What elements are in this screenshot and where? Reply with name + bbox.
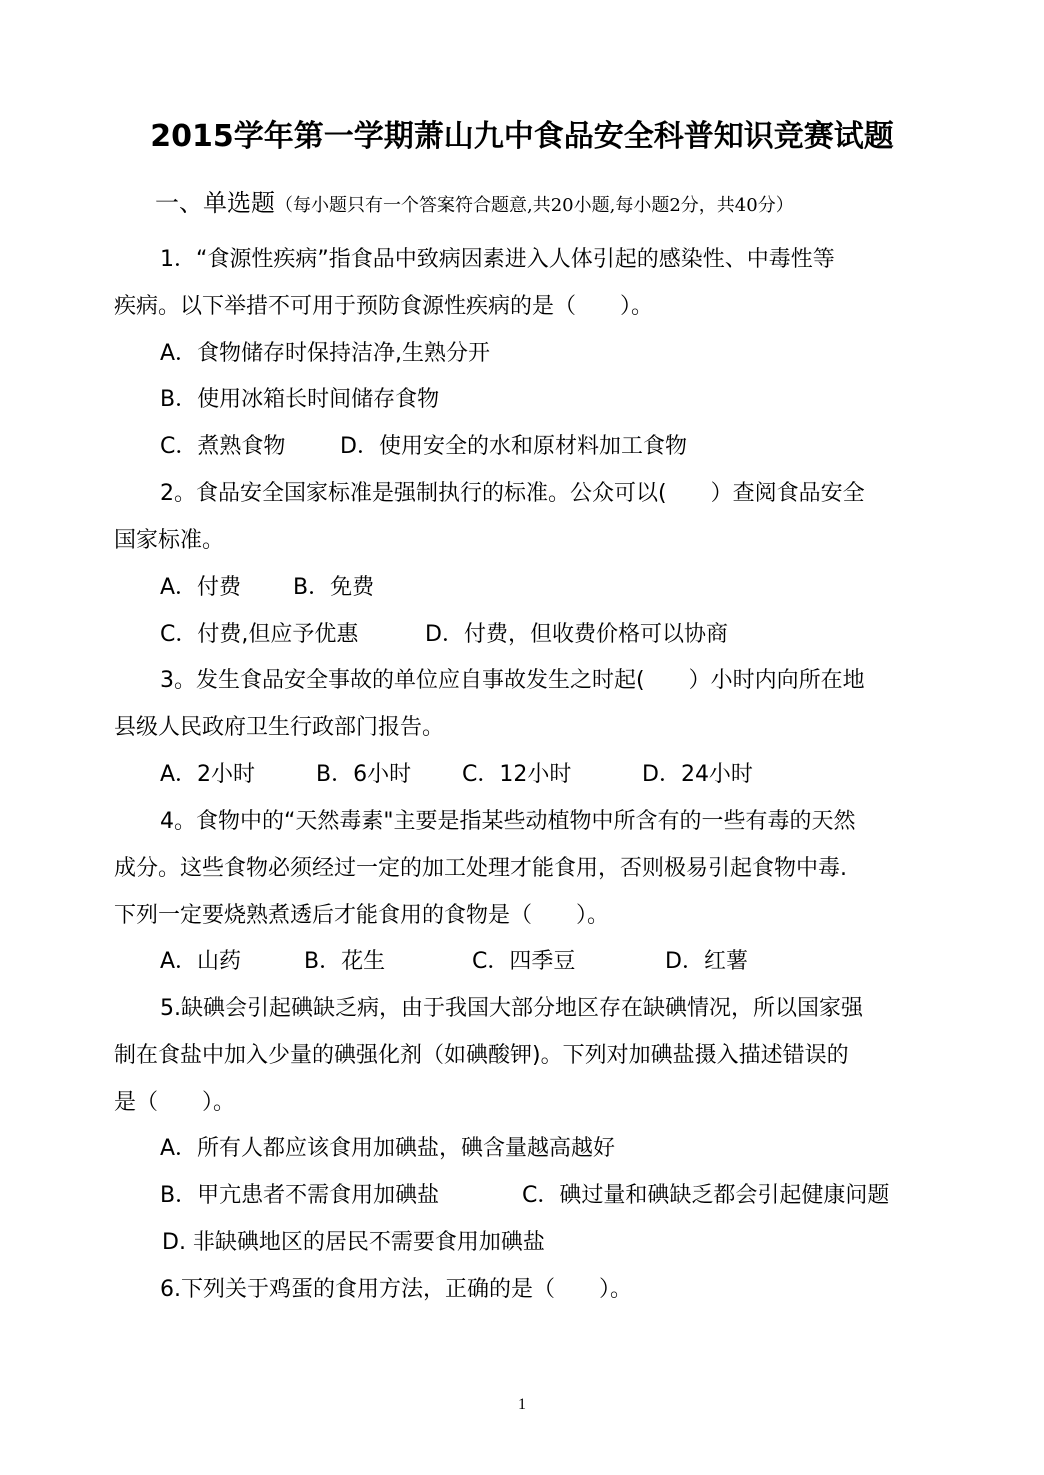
question-2-stem-line-1: 2。食品安全国家标准是强制执行的标准。公众可以( ）查阅食品安全 xyxy=(160,481,865,506)
question-5-option-c: C．碘过量和碘缺乏都会引起健康问题 xyxy=(522,1183,890,1208)
question-4-stem-line-3: 下列一定要烧熟煮透后才能食用的食物是（ ）。 xyxy=(114,903,610,928)
question-2-options-cd xyxy=(160,617,728,653)
section-note: （每小题只有一个答案符合题意,共20小题,每小题2分，共40分） xyxy=(275,195,794,216)
question-2-options-ab xyxy=(160,570,374,606)
page-title: 2015学年第一学期萧山九中食品安全科普知识竞赛试题 xyxy=(150,119,894,154)
question-5-option-b: B．甲亢患者不需食用加碘盐 xyxy=(160,1183,440,1208)
section-heading-label: 一、单选题 xyxy=(155,189,275,217)
question-5-options-bc xyxy=(160,1178,889,1214)
question-3-option-b: B．6小时 xyxy=(316,762,412,787)
question-1-stem-line-2: 疾病。以下举措不可用于预防食源性疾病的是（ ）。 xyxy=(114,294,654,319)
question-6-stem-line-1: 6.下列关于鸡蛋的食用方法，正确的是（ ）。 xyxy=(160,1277,632,1302)
question-4-option-d: D．红薯 xyxy=(665,949,748,974)
page-number: 1 xyxy=(518,1396,526,1413)
question-1-option-b: B．使用冰箱长时间储存食物 xyxy=(160,387,440,412)
question-3-option-c: C．12小时 xyxy=(462,762,572,787)
question-1-options-cd xyxy=(160,429,687,465)
section-heading xyxy=(155,183,794,226)
question-4-option-b: B．花生 xyxy=(304,949,386,974)
question-4-option-c: C．四季豆 xyxy=(472,949,576,974)
question-5-option-a: A．所有人都应该食用加碘盐，碘含量越高越好 xyxy=(160,1136,616,1161)
question-5-stem-line-2: 制在食盐中加入少量的碘强化剂（如碘酸钾)。下列对加碘盐摄入描述错误的 xyxy=(114,1043,849,1068)
question-5-stem-line-3: 是（ ）。 xyxy=(114,1090,236,1115)
question-1-option-a: A．食物储存时保持洁净,生熟分开 xyxy=(160,341,491,366)
question-2-option-d: D．付费，但收费价格可以协商 xyxy=(425,622,728,647)
question-4-stem-line-1: 4。食物中的“天然毒素"主要是指某些动植物中所含有的一些有毒的天然 xyxy=(160,809,856,834)
question-1-option-c: C．煮熟食物 xyxy=(160,434,286,459)
question-4-option-a: A．山药 xyxy=(160,949,242,974)
question-3-option-d: D．24小时 xyxy=(642,762,753,787)
question-1-option-d: D．使用安全的水和原材料加工食物 xyxy=(340,434,687,459)
question-3-stem-line-2: 县级人民政府卫生行政部门报告。 xyxy=(114,715,445,740)
question-4-options xyxy=(160,944,748,980)
question-3-option-a: A．2小时 xyxy=(160,762,256,787)
question-3-options xyxy=(160,757,753,793)
question-5-option-d: D. 非缺碘地区的居民不需要食用加碘盐 xyxy=(162,1230,545,1255)
question-5-stem-line-1: 5.缺碘会引起碘缺乏病，由于我国大部分地区存在缺碘情况，所以国家强 xyxy=(160,996,863,1021)
question-1-stem-line-1: 1．“食源性疾病”指食品中致病因素进入人体引起的感染性、中毒性等 xyxy=(160,247,835,272)
question-2-option-a: A．付费 xyxy=(160,575,242,600)
question-2-stem-line-2: 国家标准。 xyxy=(114,528,225,553)
question-2-option-b: B．免费 xyxy=(293,575,375,600)
question-2-option-c: C．付费,但应予优惠 xyxy=(160,622,359,647)
question-3-stem-line-1: 3。发生食品安全事故的单位应自事故发生之时起( ）小时内向所在地 xyxy=(160,668,865,693)
question-4-stem-line-2: 成分。这些食物必须经过一定的加工处理才能食用，否则极易引起食物中毒. xyxy=(114,856,847,881)
